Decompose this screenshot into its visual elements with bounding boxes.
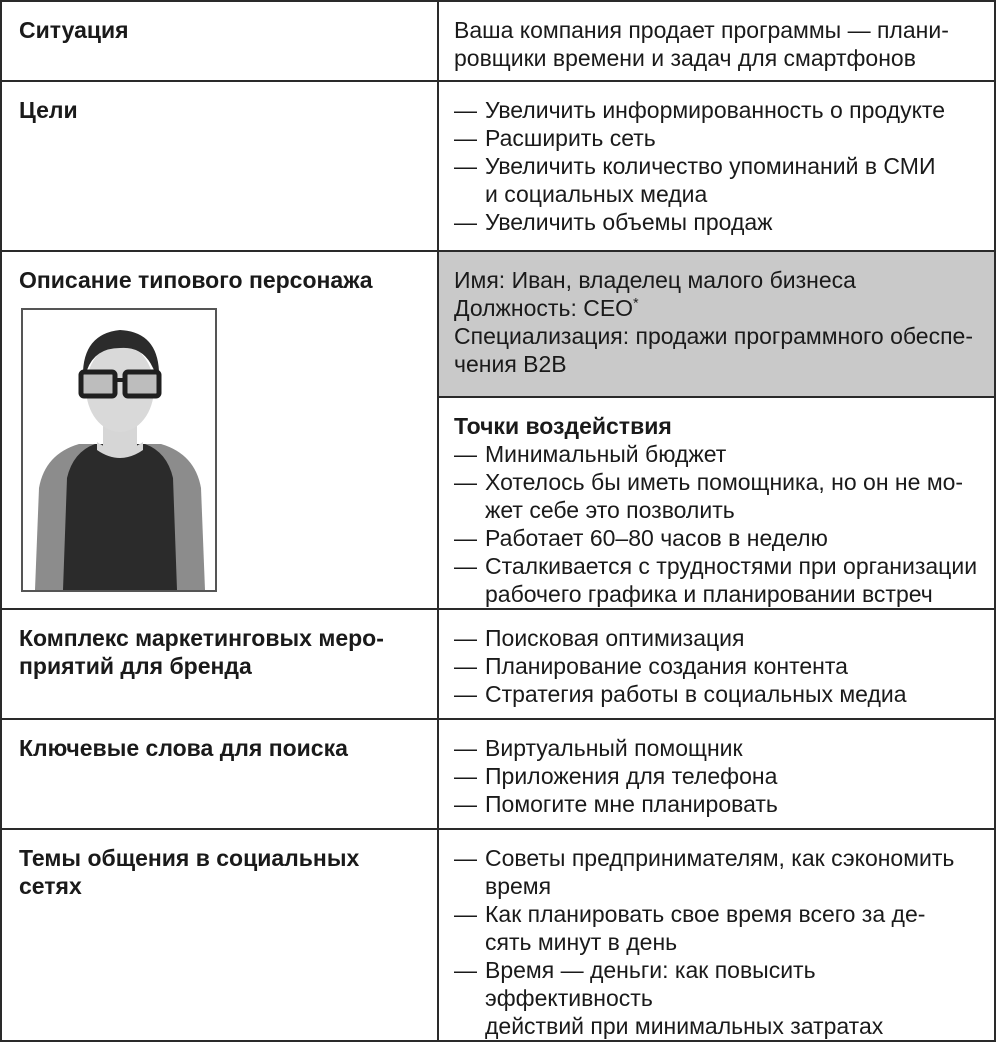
label-text: сетях [19, 873, 82, 899]
list-item-line: — Минимальный бюджет [485, 441, 727, 467]
list-item [454, 152, 984, 208]
row-marketing-mix [1, 609, 995, 719]
list-item-line: сять минут в день [485, 929, 678, 955]
row-keywords [1, 719, 995, 829]
label-text: приятий для бренда [19, 653, 252, 679]
touchpoints-list [454, 440, 984, 608]
list-item-line: рабочего графика и планировании встреч [485, 581, 933, 607]
list-item-line: — Планирование создания контента [485, 653, 848, 679]
list-item-line: — Поисковая оптимизация [485, 625, 745, 651]
list-item-line: — Как планировать свое время всего за де- [485, 901, 926, 927]
label-persona [1, 251, 438, 609]
list-item-line: — Время — деньги: как повысить эффективность [485, 957, 816, 1011]
list-item [454, 734, 984, 762]
label-situation [1, 1, 438, 81]
row-social-topics [1, 829, 995, 1041]
list-item [454, 844, 984, 900]
label-marketing-mix [1, 609, 438, 719]
list-item [454, 900, 984, 956]
list-item-line: — Увеличить информированность о продукте [485, 97, 945, 123]
list-item [454, 440, 984, 468]
list-item-line: — Хотелось бы иметь помощника, но он не мо- [485, 469, 964, 495]
list-item [454, 524, 984, 552]
list-item-line: и социальных медиа [485, 181, 708, 207]
list-item-line: — Стратегия работы в социальных медиа [485, 681, 907, 707]
list-item [454, 468, 984, 524]
label-text: Ключевые слова для поиска [19, 735, 348, 761]
list-item-line: — Увеличить количество упоминаний в СМИ [485, 153, 936, 179]
situation-line: ровщики времени и задач для смартфонов [454, 45, 916, 71]
label-goals [1, 81, 438, 251]
profile-name: Имя: Иван, владелец малого бизнеса [454, 267, 856, 293]
avatar-icon [21, 308, 217, 592]
value-marketing-mix [438, 609, 995, 719]
list-item-line: — Виртуальный помощник [485, 735, 743, 761]
marketing-mix-list [454, 624, 984, 708]
persona-touchpoints [438, 397, 995, 609]
list-item [454, 552, 984, 608]
goals-list [454, 96, 984, 236]
label-text: Цели [19, 97, 78, 123]
list-item [454, 790, 984, 818]
list-item [454, 124, 984, 152]
social-topics-list [454, 844, 984, 1040]
profile-spec-line: чения B2B [454, 351, 567, 377]
list-item-line: жет себе это позволить [485, 497, 735, 523]
profile-spec-line: Специализация: продажи программного обеспе- [454, 323, 973, 349]
list-item [454, 956, 984, 1040]
list-item [454, 624, 984, 652]
footnote-mark: * [633, 294, 639, 311]
list-item-line: — Сталкивается с трудностями при организации [485, 553, 978, 579]
value-keywords [438, 719, 995, 829]
list-item [454, 762, 984, 790]
label-text: Темы общения в социальных [19, 845, 360, 871]
persona-profile [438, 251, 995, 397]
list-item-line: — Расширить сеть [485, 125, 656, 151]
list-item-line: — Работает 60–80 часов в неделю [485, 525, 828, 551]
value-social-topics [438, 829, 995, 1041]
row-persona [1, 251, 995, 397]
label-text: Комплекс маркетинговых меро- [19, 625, 384, 651]
row-goals [1, 81, 995, 251]
list-item [454, 208, 984, 236]
list-item [454, 96, 984, 124]
list-item-line: — Приложения для телефона [485, 763, 778, 789]
label-social-topics [1, 829, 438, 1041]
touchpoints-heading: Точки воздействия [454, 413, 672, 439]
profile-position [454, 294, 984, 322]
list-item [454, 680, 984, 708]
row-situation [1, 1, 995, 81]
list-item-line: — Увеличить объемы продаж [485, 209, 773, 235]
list-item-line: время [485, 873, 552, 899]
list-item-line: действий при минимальных затратах [485, 1013, 884, 1039]
keywords-list [454, 734, 984, 818]
label-text: Описание типового персонажа [19, 267, 373, 293]
profile-position-text: Должность: CEO [454, 295, 634, 321]
list-item-line: — Помогите мне планировать [485, 791, 778, 817]
value-situation [438, 1, 995, 81]
situation-line: Ваша компания продает программы — плани- [454, 17, 949, 43]
list-item-line: — Советы предпринимателям, как сэкономить [485, 845, 955, 871]
list-item [454, 652, 984, 680]
label-keywords [1, 719, 438, 829]
label-text: Ситуация [19, 17, 129, 43]
value-goals [438, 81, 995, 251]
